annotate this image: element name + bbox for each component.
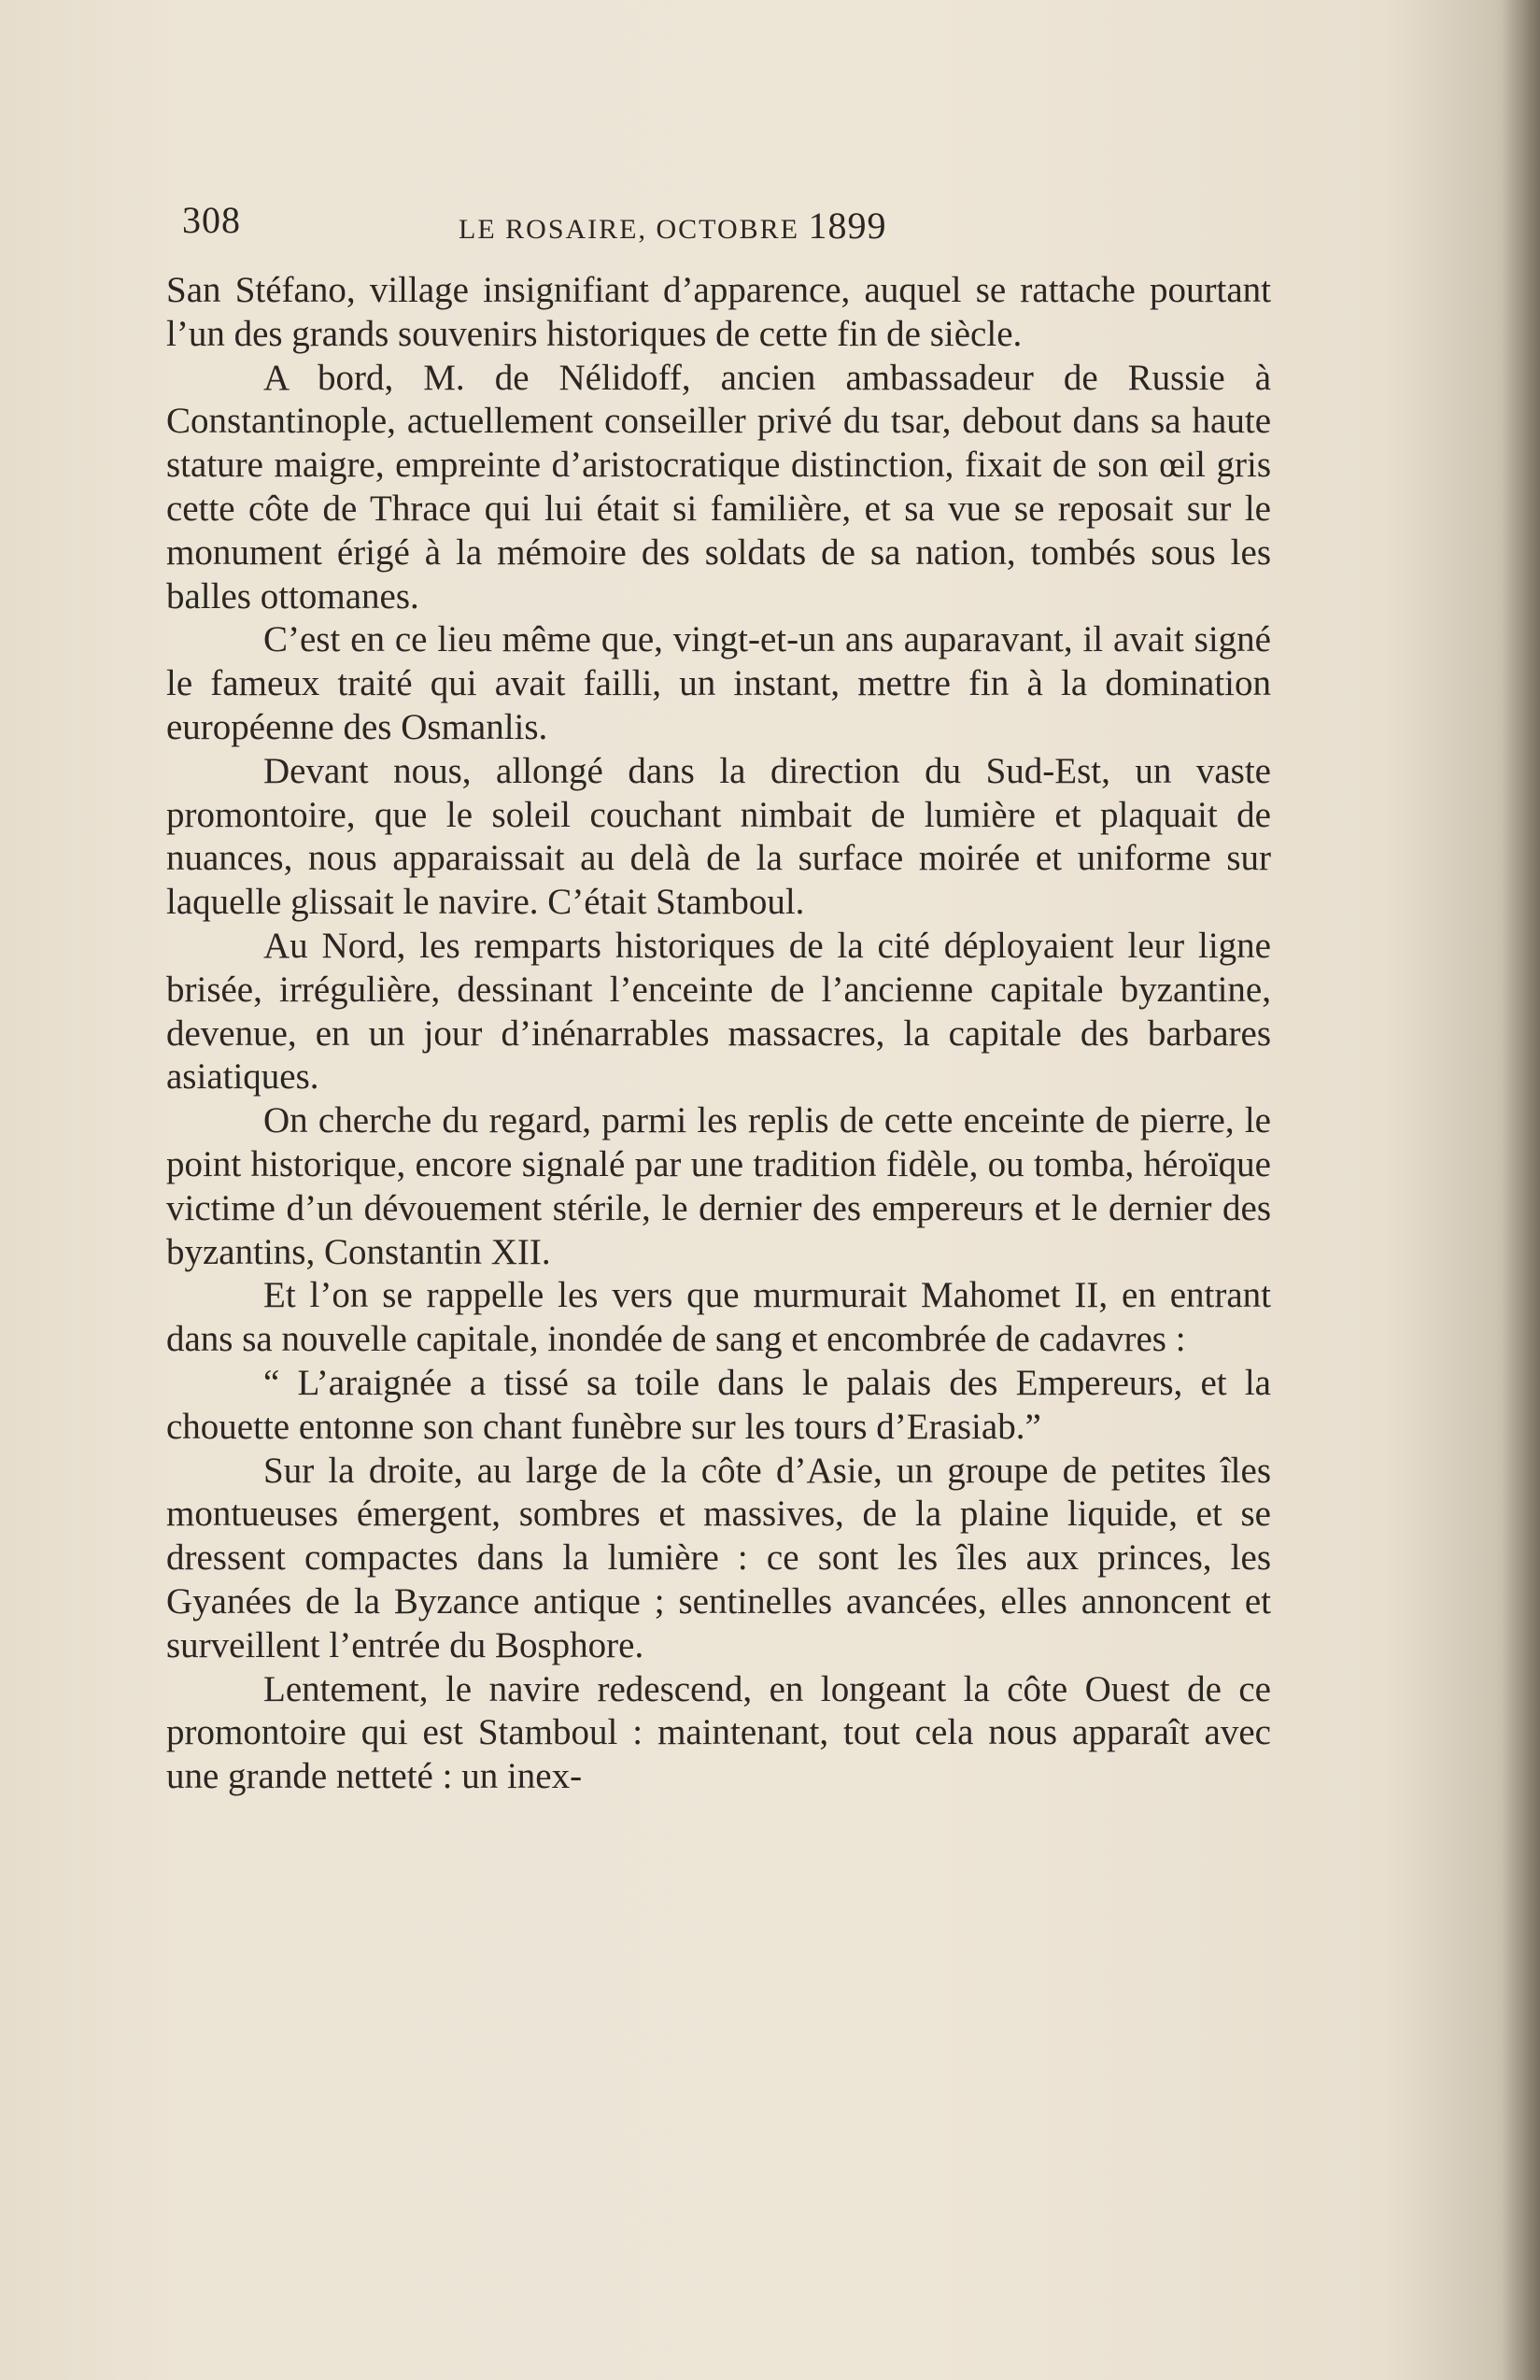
running-head-year: 1899	[808, 205, 887, 247]
paragraph: Devant nous, allongé dans la direction du Sud-Est, un vaste promontoire, que le soleil couchant nimbait de lumière et plaquait de nuances, nous apparaissait au delà de la surface moirée et uniforme sur laquelle glissait le navire. C’était Stamboul.	[166, 750, 1271, 923]
running-head-title: LE ROSAIRE, OCTOBRE	[459, 214, 799, 245]
quotation: “ L’araignée a tissé sa toile dans le palais des Empereurs, et la chouette entonne son chant funèbre sur les tours d’Erasiab.”	[166, 1362, 1271, 1447]
page-number: 308	[182, 199, 241, 241]
page-header	[182, 198, 976, 254]
paragraph: San Stéfano, village insignifiant d’apparence, auquel se rattache pourtant l’un des grands souvenirs historiques de cette fin de siècle.	[166, 270, 1271, 354]
page-gutter-shadow	[1503, 0, 1540, 2380]
body-text	[166, 269, 1271, 1799]
paragraph: A bord, M. de Nélidoff, ancien ambassadeur de Russie à Constantinople, actuellement conseiller privé du tsar, debout dans sa haute stature maigre, empreinte d’aristocratique distinction, fixait de son œil gris cette côte de Thrace qui lui était si familière, et sa vue se reposait sur le monument érigé à la mémoire des soldats de sa nation, tombés sous les balles ottomanes.	[166, 357, 1271, 616]
paragraph: Lentement, le navire redescend, en longeant la côte Ouest de ce promontoire qui est Stamboul : maintenant, tout cela nous apparaît avec une grande netteté : un inex-	[166, 1668, 1271, 1797]
paragraph: Et l’on se rappelle les vers que murmurait Mahomet II, en entrant dans sa nouvelle capitale, inondée de sang et encombrée de cadavres :	[166, 1275, 1271, 1360]
paragraph: On cherche du regard, parmi les replis de cette enceinte de pierre, le point historique, encore signalé par une tradition fidèle, ou tomba, héroïque victime d’un dévouement stérile, le dernier des empereurs et le dernier des byzantins, Constantin XII.	[166, 1100, 1271, 1272]
paragraph: C’est en ce lieu même que, vingt-et-un ans auparavant, il avait signé le fameux traité qui avait failli, un instant, mettre fin à la domination européenne des Osmanlis.	[166, 619, 1271, 747]
paragraph: Au Nord, les remparts historiques de la cité déployaient leur ligne brisée, irrégulière, dessinant l’enceinte de l’ancienne capitale byzantine, devenue, en un jour d’inénarrables massacres, la capitale des barbares asiatiques.	[166, 925, 1271, 1098]
running-head	[459, 204, 886, 248]
paragraph: Sur la droite, au large de la côte d’Asie, un groupe de petites îles montueuses émergent, sombres et massives, de la plaine liquide, et se dressent compactes dans la lumière : ce sont les îles aux princes, les Gyanées de la Byzance antique ; sentinelles avancées, elles annoncent et surveillent l’entrée du Bosphore.	[166, 1450, 1271, 1665]
